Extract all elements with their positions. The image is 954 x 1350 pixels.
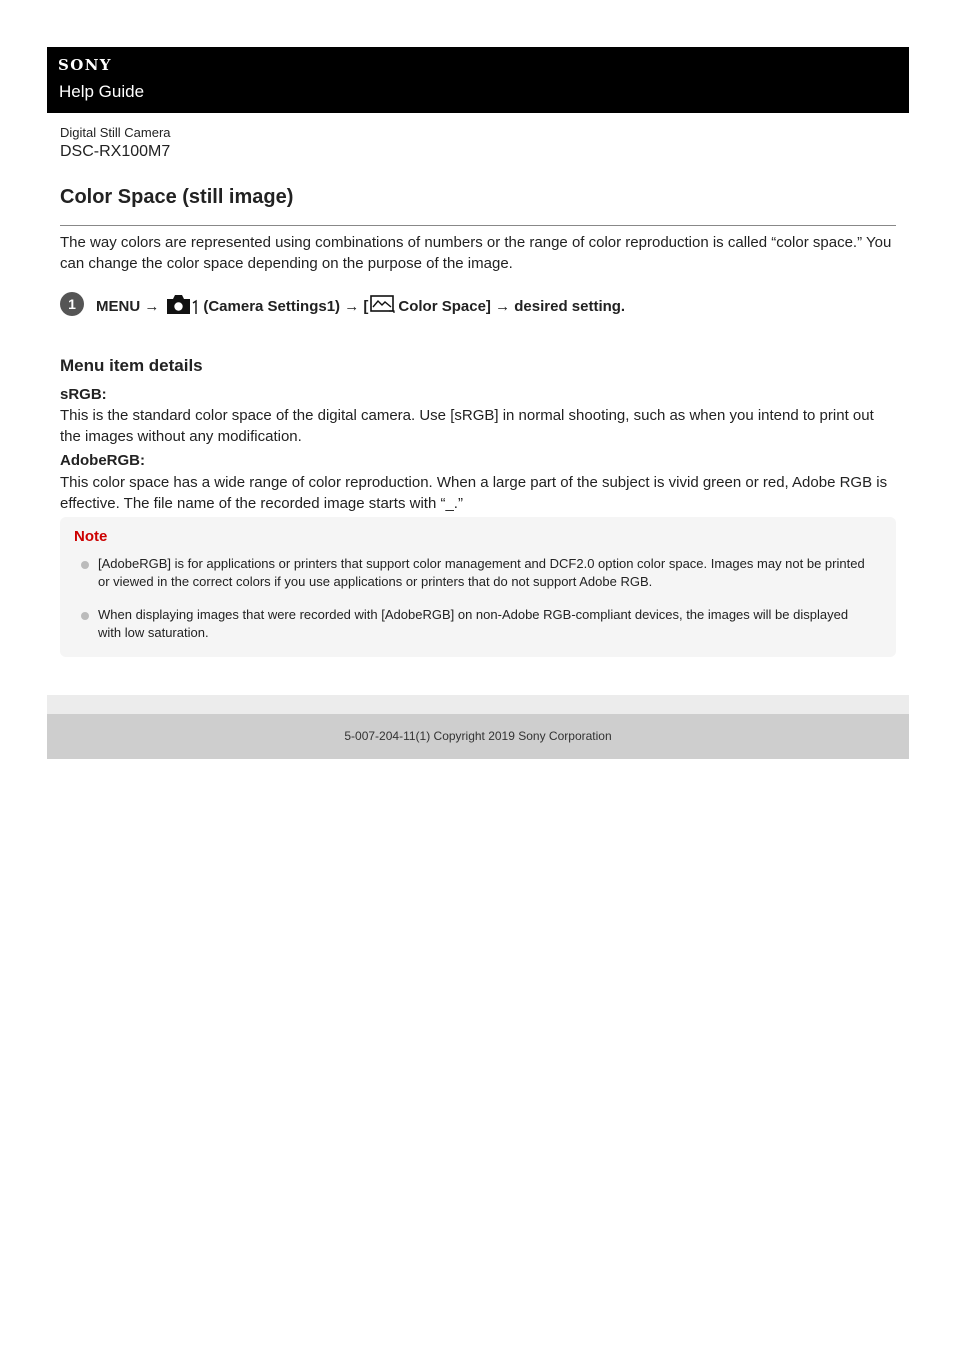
note-title: Note [74,528,108,545]
page-title: Color Space (still image) [60,186,294,208]
step-setting-name-text: Color Space] → desired setting. [398,298,626,315]
step-instruction [96,293,625,321]
help-guide-label: Help Guide [59,82,145,101]
step-number-badge: 1 [60,292,84,316]
step-menu-text: MENU → [96,298,160,315]
page-header [47,47,909,113]
camera-settings1-icon [166,293,200,321]
color-space-icon [370,294,396,320]
footer-spacer [47,695,909,714]
product-type: Digital Still Camera [60,125,171,140]
note-item: When displaying images that were recorded with [AdobeRGB] on non-Adobe RGB-compliant devices, the images will be displayed with low saturation. [98,607,849,640]
copyright-text: 5-007-204-11(1) Copyright 2019 Sony Corporation [344,729,612,743]
note-item: [AdobeRGB] is for applications or printers that support color management and DCF2.0 option color space. Images may not be printed or viewed in the correct colors if you use applications or printers that do not support Adobe RGB. [98,556,865,589]
title-divider [60,225,896,226]
menu-item-details-title: Menu item details [60,356,203,375]
bullet-icon [81,561,89,569]
adobergb-description: This color space has a wide range of color reproduction. When a large part of the subject is vivid green or red, Adobe RGB is effective. The file name of the recorded image starts with “_.” [60,474,888,512]
sony-logo: SONY [58,56,112,74]
step-settings-text: (Camera Settings1) → [ [203,298,369,315]
bullet-icon [81,612,89,620]
footer [47,714,909,759]
intro-paragraph: The way colors are represented using combinations of numbers or the range of color reproduction is called “color space.” You can change the color space depending on the purpose of the image. [60,234,892,272]
srgb-description: This is the standard color space of the digital camera. Use [sRGB] in normal shooting, such as when you intend to print out the images without any modification. [60,407,874,445]
adobergb-label: AdobeRGB: [60,452,145,469]
note-box [60,517,896,657]
product-model: DSC-RX100M7 [60,143,171,160]
srgb-label: sRGB: [60,386,107,403]
